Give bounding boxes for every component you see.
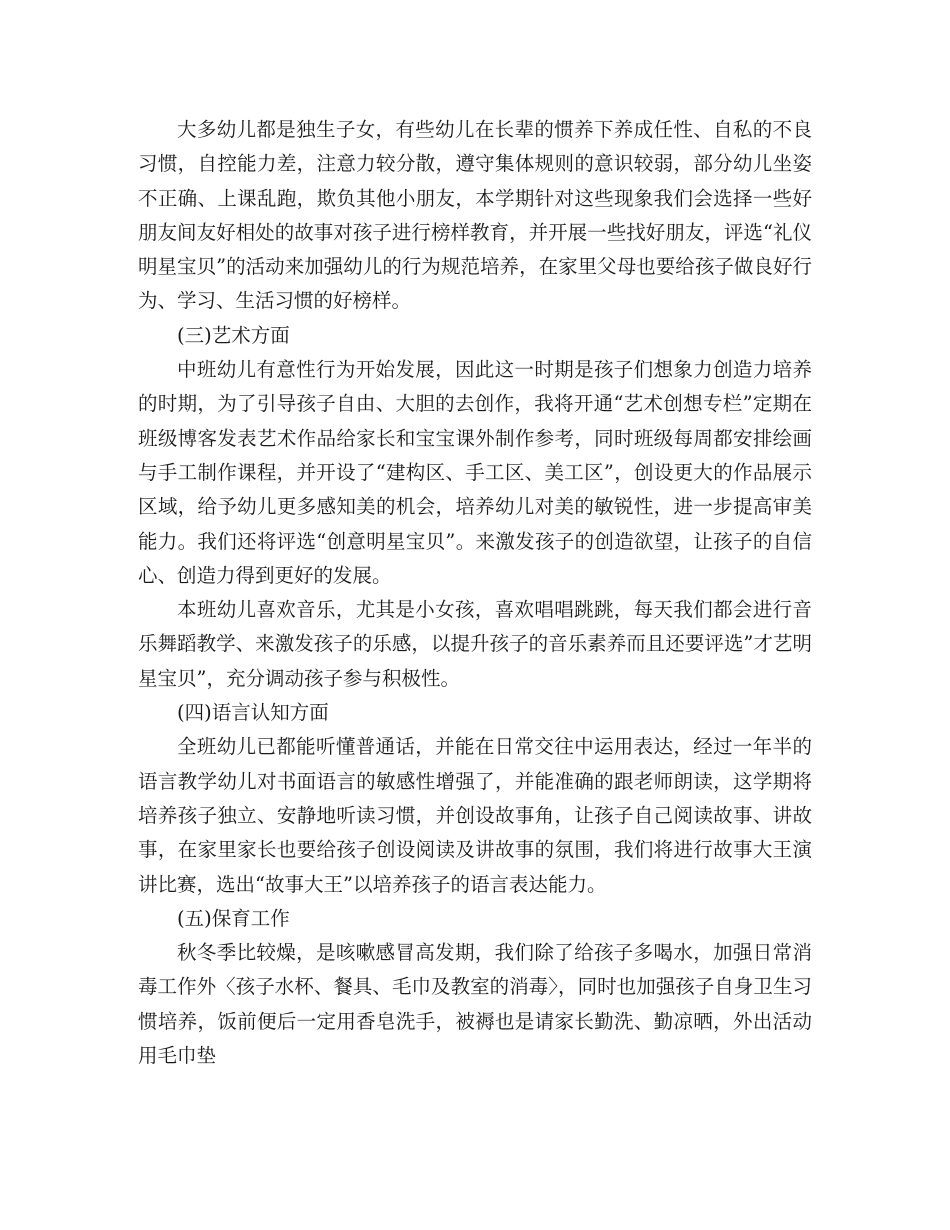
paragraph-art: 中班幼儿有意性行为开始发展，因此这一时期是孩子们想象力创造力培养的时期，为了引导孩子自由、大胆的去创作，我将开通“艺术创想专栏”定期在班级博客发表艺术作品给家长和宝宝课外制作参考，同时班级每周都安排绘画与手工制作课程，并开设了“建构区、手工区、美工区”，创设更大的作品展示区域，给予幼儿更多感知美的机会，培养幼儿对美的敏锐性，进一步提高审美能力。我们还将评选“创意明星宝贝”。来激发孩子的创造欲望，让孩子的自信心、创造力得到更好的发展。	[138, 358, 812, 587]
section-heading-language: (四)语言认知方面	[177, 701, 329, 725]
paragraph-language: 全班幼儿已都能听懂普通话，并能在日常交往中运用表达，经过一年半的语言教学幼儿对书面语言的敏感性增强了，并能准确的跟老师朗读，这学期将培养孩子独立、安静地听读习惯，并创设故事角，让孩子自己阅读故事、讲故事，在家里家长也要给孩子创设阅读及讲故事的氛围，我们将进行故事大王演讲比赛，选出“故事大王”以培养孩子的语言表达能力。	[138, 735, 812, 896]
paragraph-music: 本班幼儿喜欢音乐，尤其是小女孩，喜欢唱唱跳跳，每天我们都会进行音乐舞蹈教学、来激发孩子的乐感，以提升孩子的音乐素养而且还要评选”才艺明星宝贝”，充分调动孩子参与积极性。	[138, 598, 812, 690]
document-body	[138, 113, 812, 1073]
paragraph-care: 秋冬季比较燥，是咳嗽感冒高发期，我们除了给孩子多喝水，加强日常消毒工作外〈孩子水杯、餐具、毛巾及教室的消毒〉，同时也加强孩子自身卫生习惯培养，饭前便后一定用香皂洗手，被褥也是请家长勤洗、勤凉晒，外出活动用毛巾垫	[138, 941, 812, 1068]
section-heading-art: (三)艺术方面	[177, 323, 290, 347]
paragraph-behavior: 大多幼儿都是独生子女，有些幼儿在长辈的惯养下养成任性、自私的不良习惯，自控能力差，注意力较分散，遵守集体规则的意识较弱，部分幼儿坐姿不正确、上课乱跑，欺负其他小朋友，本学期针对这些现象我们会选择一些好朋友间友好相处的故事对孩子进行榜样教育，并开展一些找好朋友，评选“礼仪明星宝贝”的活动来加强幼儿的行为规范培养，在家里父母也要给孩子做良好行为、学习、生活习惯的好榜样。	[138, 118, 812, 313]
section-heading-care: (五)保育工作	[177, 906, 290, 930]
